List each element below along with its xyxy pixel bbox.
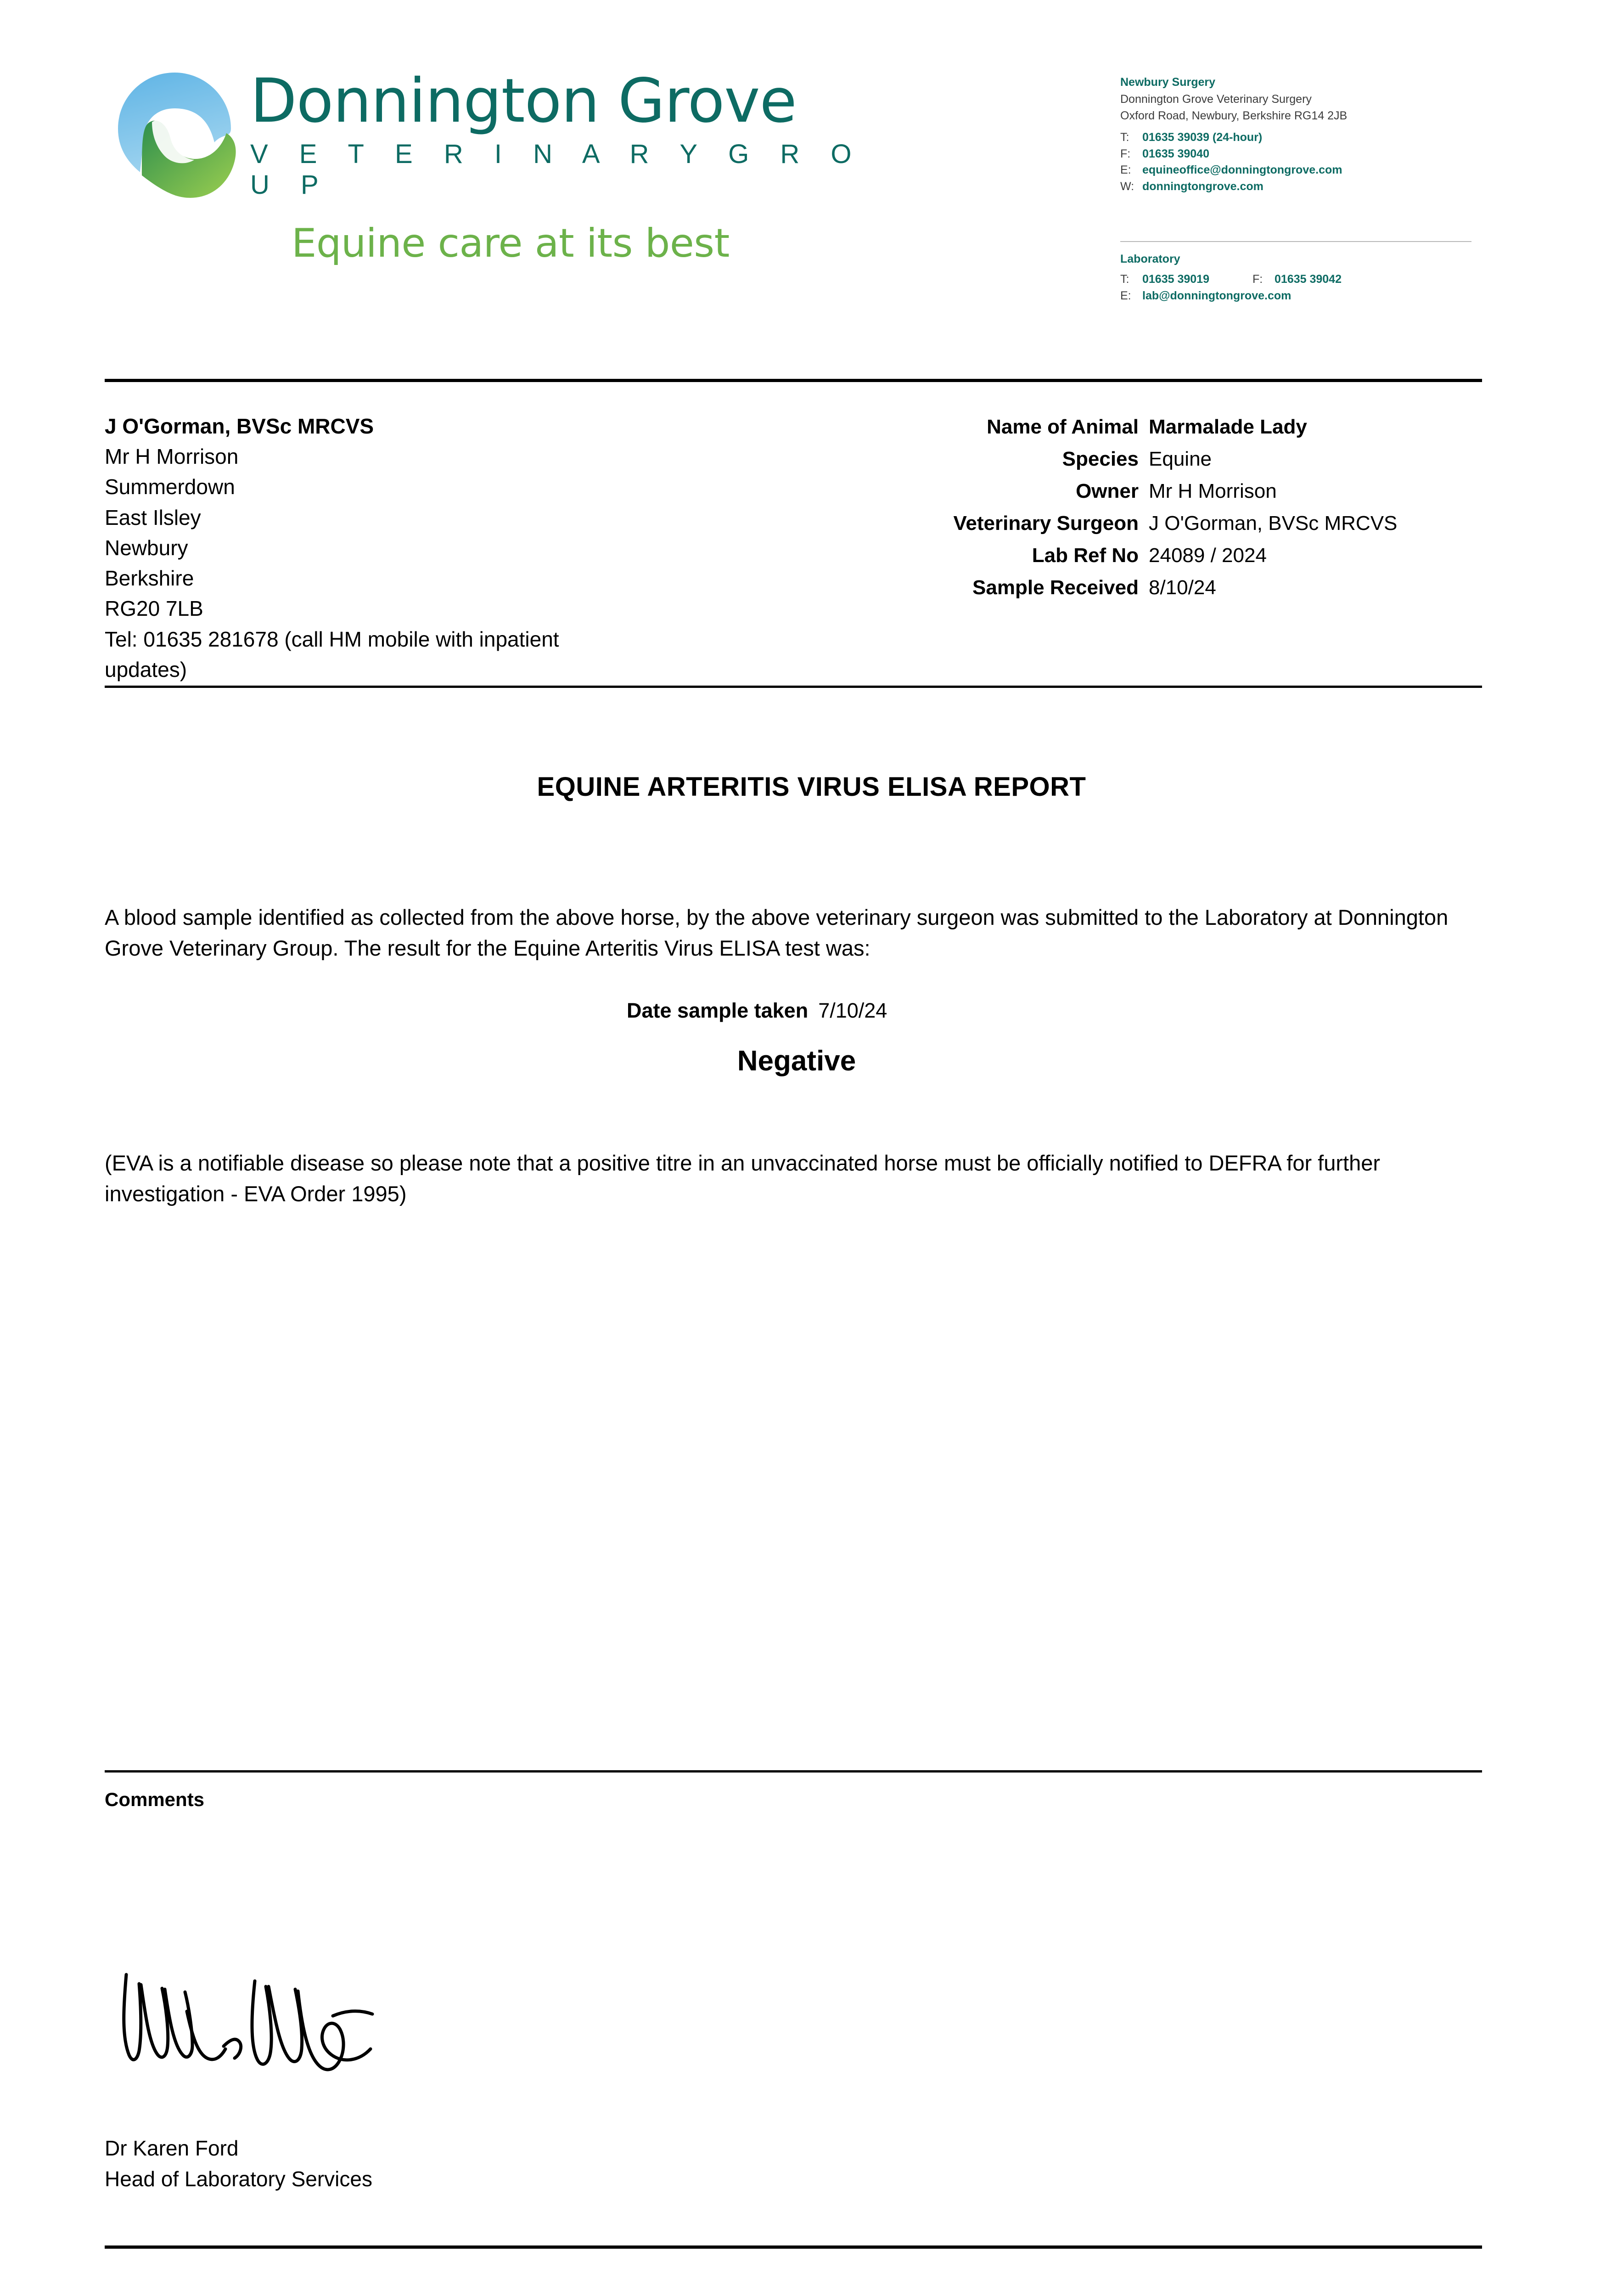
report-title: EQUINE ARTERITIS VIRUS ELISA REPORT [537,772,1086,802]
surgery-contact-rows [1120,129,1501,195]
lab-value-fax: 01635 39042 [1275,273,1342,286]
details-divider-rule [105,686,1482,688]
test-result: Negative [737,1045,856,1077]
addressee-line-2: Summerdown [105,475,235,499]
detail-label-veterinary-surgeon: Veterinary Surgeon [953,512,1139,535]
laboratory-contact-block [1120,253,1501,304]
contact-key: E: [1120,163,1131,176]
date-sample-taken [627,999,887,1023]
signatory-role: Head of Laboratory Services [105,2167,372,2191]
detail-value-lab-ref: 24089 / 2024 [1149,544,1267,567]
report-intro-paragraph: A blood sample identified as collected from the above horse, by the above veterinary surgeon was submitted to the Laboratory at Donnington Grove Veterinary Group. The result for the Equine Arteritis Virus ELISA test was: [105,905,1449,960]
detail-row-sample-received [872,576,1483,599]
addressee-line-5: Berkshire [105,566,194,591]
contact-value-web[interactable]: donningtongrove.com [1142,180,1264,193]
signatory-name: Dr Karen Ford [105,2136,239,2160]
detail-value-veterinary-surgeon: J O'Gorman, BVSc MRCVS [1149,512,1398,535]
detail-row-species [872,448,1483,471]
header-divider-rule [105,379,1482,382]
contact-row-fax [1120,146,1501,163]
lab-key-phone: T: [1120,273,1129,286]
detail-row-animal [872,416,1483,439]
lab-row-email[interactable] [1120,288,1501,304]
horse-logo-icon [108,69,241,202]
addressee-line-1: Mr H Morrison [105,445,239,469]
laboratory-title: Laboratory [1120,253,1180,265]
addressee-telephone-continued: updates) [105,657,187,681]
comments-divider-rule [105,1770,1482,1773]
brand-name: Donnington Grove [250,66,797,136]
addressee-vet-name: J O'Gorman, BVSc MRCVS [105,414,374,438]
comments-label: Comments [105,1789,205,1810]
detail-value-species: Equine [1149,448,1212,470]
surgery-contact-block [1120,76,1501,195]
addressee-block [105,411,839,682]
detail-value-animal: Marmalade Lady [1149,416,1307,438]
detail-label-animal: Name of Animal [987,416,1139,438]
surgery-title: Newbury Surgery [1120,76,1216,89]
brand-subtitle: V E T E R I N A R Y G R O U P [250,139,864,200]
contact-key: W: [1120,180,1134,193]
surgery-address-line-2: Oxford Road, Newbury, Berkshire RG14 2JB [1120,109,1348,122]
contact-divider [1120,241,1471,242]
detail-row-veterinary-surgeon [872,512,1483,535]
addressee-line-6: RG20 7LB [105,597,203,621]
lab-value-email[interactable]: lab@donningtongrove.com [1142,289,1292,302]
lab-value-phone: 01635 39019 [1142,273,1209,286]
detail-row-lab-ref [872,544,1483,567]
detail-label-sample-received: Sample Received [972,576,1139,599]
detail-label-owner: Owner [1076,480,1139,502]
date-sample-taken-value: 7/10/24 [818,999,887,1022]
lab-key-fax: F: [1252,273,1263,286]
signatory-block [105,2133,372,2194]
date-sample-taken-label: Date sample taken [627,999,809,1022]
lab-row-phone-fax [1120,271,1501,288]
addressee-line-4: Newbury [105,535,188,560]
addressee-telephone: Tel: 01635 281678 (call HM mobile with inpatient [105,627,559,651]
addressee-line-3: East Ilsley [105,505,201,529]
detail-label-species: Species [1062,448,1139,470]
surgery-address-line-1: Donnington Grove Veterinary Surgery [1120,93,1312,106]
report-note-paragraph: (EVA is a notifiable disease so please note that a positive titre in an unvaccinated horse must be officially notified to DEFRA for further investigation - EVA Order 1995) [105,1151,1381,1206]
letterhead [0,0,1623,349]
contact-key: F: [1120,147,1131,160]
brand-tagline: Equine care at its best [292,220,730,266]
detail-value-sample-received: 8/10/24 [1149,576,1216,599]
brand-logo-block [108,66,888,266]
detail-label-lab-ref: Lab Ref No [1032,544,1139,567]
contact-row-web[interactable] [1120,179,1501,195]
detail-row-owner [872,480,1483,503]
detail-value-owner: Mr H Morrison [1149,480,1277,502]
contact-row-email[interactable] [1120,162,1501,179]
footer-divider-rule [105,2245,1482,2249]
patient-details-table [872,416,1483,608]
lab-key-email: E: [1120,289,1131,302]
contact-row-phone [1120,129,1501,146]
signature-image [117,1956,484,2108]
contact-value-email[interactable]: equineoffice@donningtongrove.com [1142,163,1342,176]
contact-value-fax: 01635 39040 [1142,147,1209,160]
contact-key: T: [1120,131,1129,144]
contact-value-phone: 01635 39039 (24-hour) [1142,131,1263,144]
